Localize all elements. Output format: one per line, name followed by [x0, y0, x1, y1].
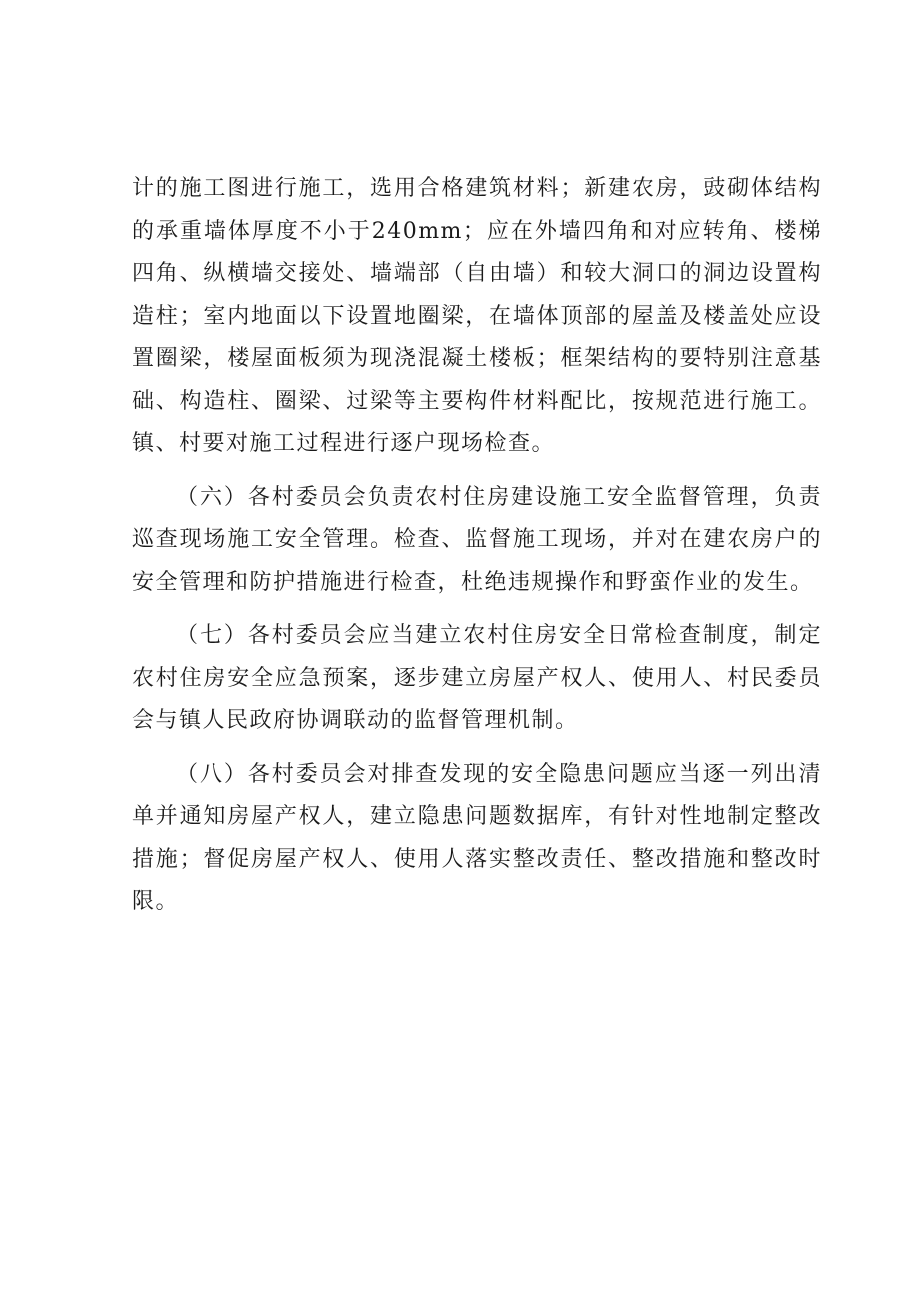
- paragraph-item-six: （六）各村委员会负责农村住房建设施工安全监督管理，负责巡查现场施工安全管理。检查、监督施工现场，并对在建农房户的安全管理和防护措施进行检查，杜绝违规操作和野蛮作业的发生。: [132, 484, 822, 595]
- paragraph-item-eight: （八）各村委员会对排查发现的安全隐患问题应当逐一列出清单并通知房屋产权人，建立隐患问题数据库，有针对性地制定整改措施；督促房屋产权人、使用人落实整改责任、整改措施和整改时限。: [132, 761, 822, 914]
- document-body: [132, 168, 822, 935]
- paragraph-item-seven: （七）各村委员会应当建立农村住房安全日常检查制度，制定农村住房安全应急预案，逐步建立房屋产权人、使用人、村民委员会与镇人民政府协调联动的监督管理机制。: [132, 623, 822, 733]
- paragraph-continuation: 计的施工图进行施工，选用合格建筑材料；新建农房，豉砌体结构的承重墙体厚度不小于240mm；应在外墙四角和对应转角、楼梯四角、纵横墙交接处、墙端部（自由墙）和较大洞口的洞边设置构造柱；室内地面以下设置地圈梁，在墙体顶部的屋盖及楼盖处应设置圈梁，楼屋面板须为现浇混凝土楼板；框架结构的要特别注意基础、构造柱、圈梁、过梁等主要构件材料配比，按规范进行施工。镇、村要对施工过程进行逐户现场检查。: [132, 176, 822, 456]
